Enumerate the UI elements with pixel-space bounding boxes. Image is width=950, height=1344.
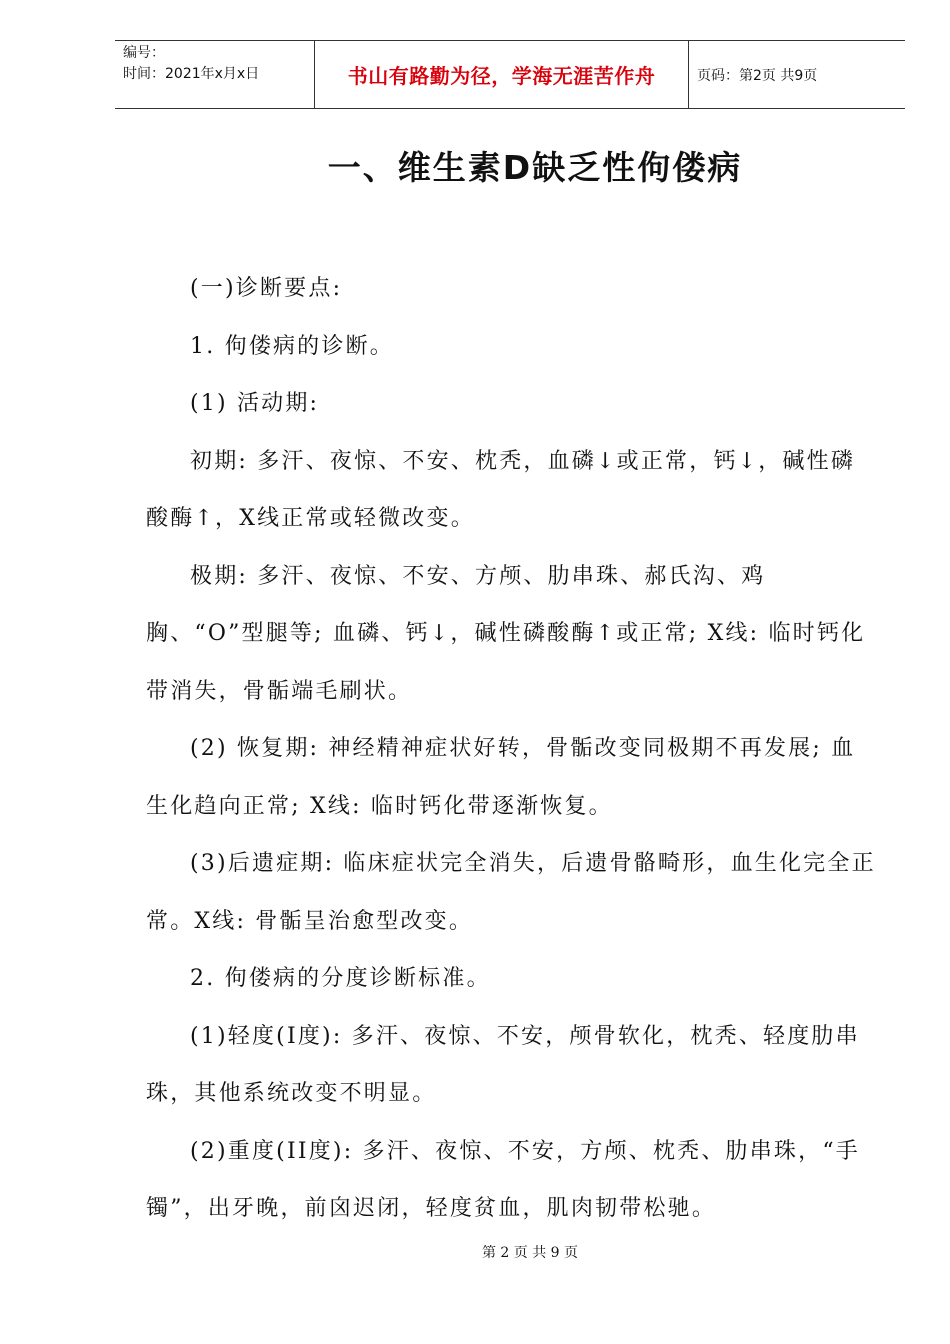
- header-page-cell: [689, 41, 905, 108]
- document-body: [146, 260, 876, 1238]
- paragraph: (1) 活动期:: [190, 391, 320, 416]
- paragraph: (3)后遗症期: 临床症状完全消失，后遗骨骼畸形，血生化完全正常。X线: 骨骺呈治愈型改变。: [146, 851, 876, 934]
- page-info: 页码：第2页 共9页: [697, 67, 818, 84]
- paragraph: (2) 恢复期: 神经精神症状好转，骨骺改变同极期不再发展; 血生化趋向正常; X线: 临时钙化带逐渐恢复。: [146, 736, 856, 819]
- header-table: [115, 40, 905, 109]
- page-footer: 第 2 页 共 9 页: [481, 1245, 579, 1261]
- header-meta: [115, 41, 315, 108]
- paragraph: (一)诊断要点:: [190, 276, 343, 301]
- time-label: 时间：2021年x月x日: [123, 66, 260, 82]
- paragraph: (2)重度(II度): 多汗、夜惊、不安，方颅、枕秃、肋串珠，“手镯”，出牙晚，前囟迟闭，轻度贫血，肌肉韧带松驰。: [146, 1138, 860, 1221]
- paragraph: (1)轻度(I度): 多汗、夜惊、不安，颅骨软化，枕秃、轻度肋串珠，其他系统改变不明显。: [146, 1023, 860, 1106]
- page-title: 一、维生素D缺乏性佝偻病: [327, 148, 743, 187]
- paragraph: 1. 佝偻病的诊断。: [190, 333, 394, 359]
- paragraph: 极期: 多汗、夜惊、不安、方颅、肋串珠、郝氏沟、鸡胸、“O”型腿等; 血磷、钙↓，碱性磷酸酶↑或正常; X线: 临时钙化带消失，骨骺端毛刷状。: [146, 563, 866, 704]
- paragraph: 2. 佝偻病的分度诊断标准。: [190, 966, 491, 991]
- paragraph: 初期: 多汗、夜惊、不安、枕秃，血磷↓或正常，钙↓，碱性磷酸酶↑，X线正常或轻微改变。: [146, 448, 856, 531]
- motto: 书山有路勤为径，学海无涯苦作舟: [347, 64, 656, 88]
- header-motto-cell: [315, 41, 689, 108]
- number-label: 编号：: [123, 45, 165, 61]
